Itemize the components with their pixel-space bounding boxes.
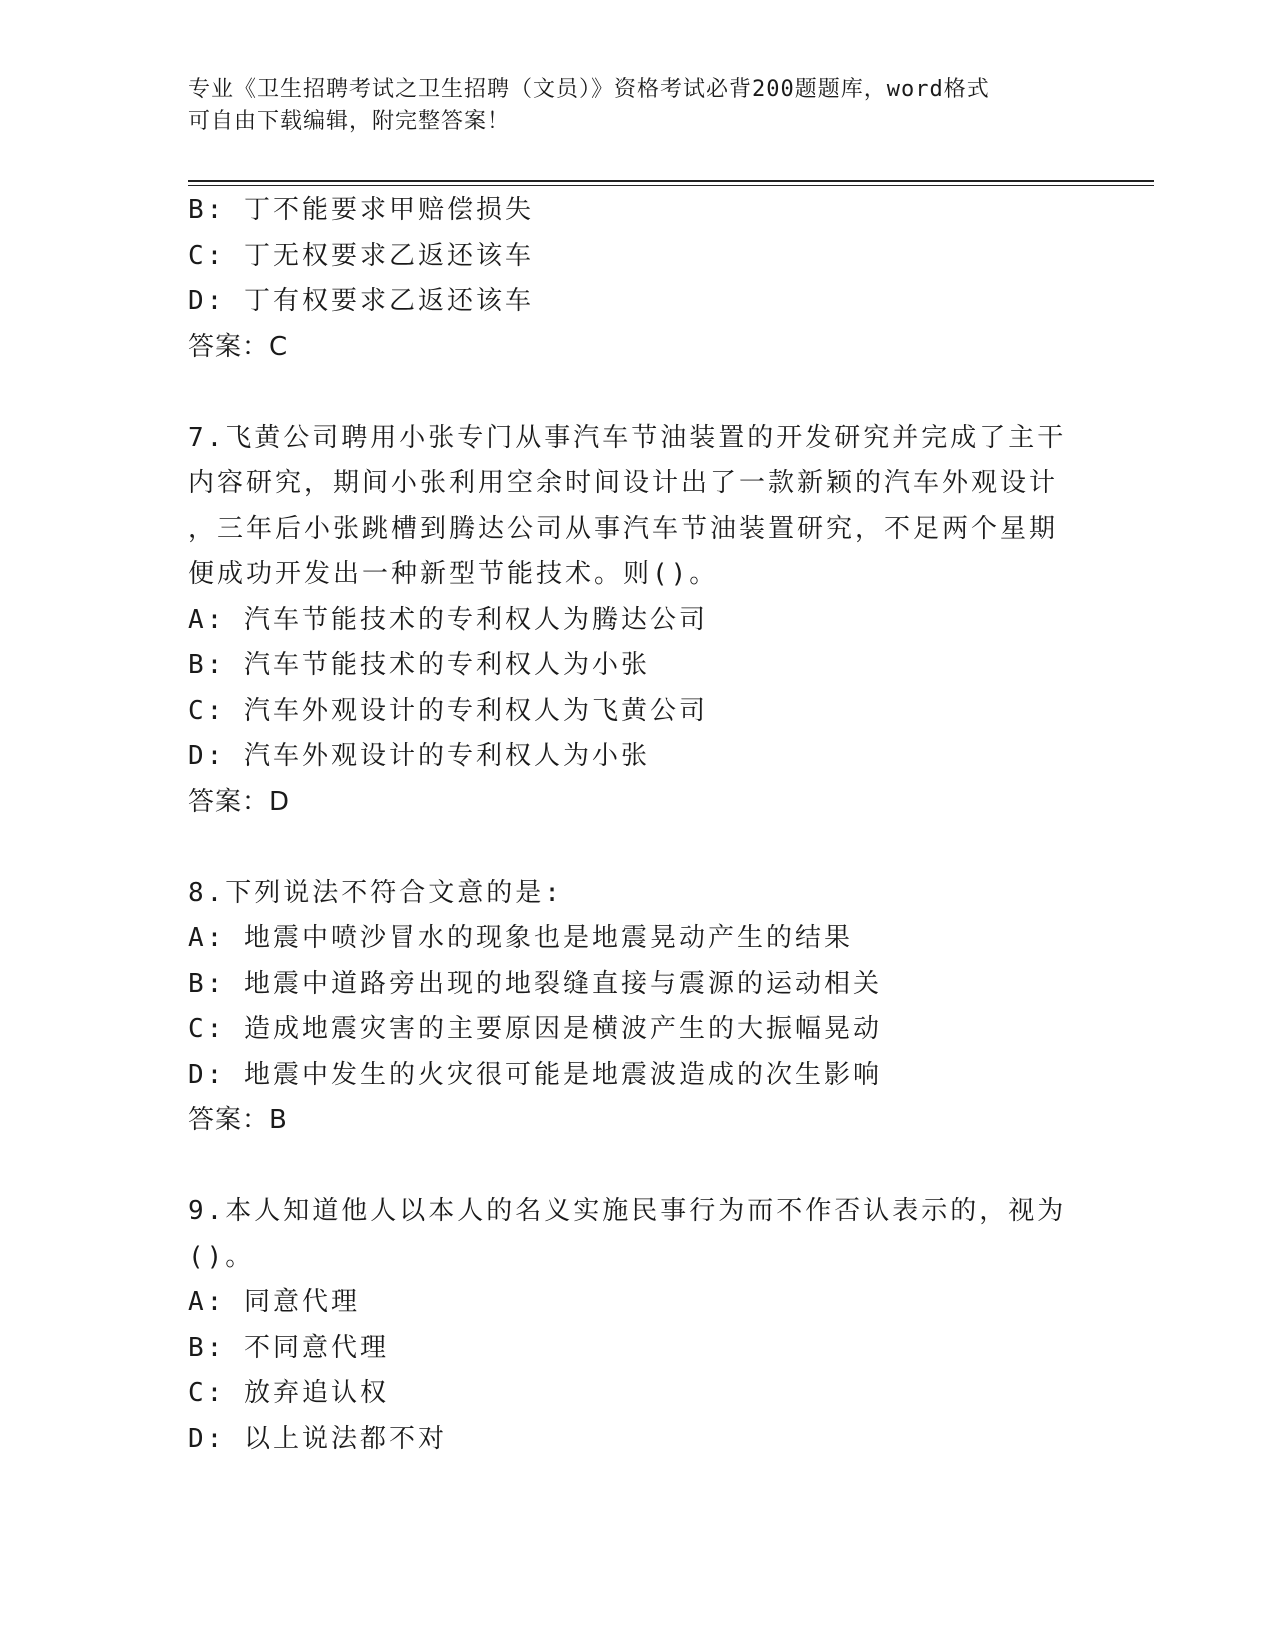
question-stem-line: 7.飞黄公司聘用小张专门从事汽车节油装置的开发研究并完成了主干	[188, 422, 1067, 453]
header-line-2: 可自由下载编辑，附完整答案！	[188, 109, 511, 134]
answer-line: 答案：B	[188, 1105, 288, 1135]
option-d: D: 丁有权要求乙返还该车	[188, 286, 534, 316]
answer-line: 答案：C	[188, 331, 289, 362]
option-b: B: 汽车节能技术的专利权人为小张	[188, 650, 650, 680]
document-header	[188, 74, 1068, 138]
option-c: C: 丁无权要求乙返还该车	[188, 240, 534, 271]
option-c: C: 造成地震灾害的主要原因是横波产生的大振幅晃动	[188, 1014, 882, 1044]
option-d: D: 地震中发生的火灾很可能是地震波造成的次生影响	[188, 1059, 882, 1090]
option-b: B: 地震中道路旁出现的地裂缝直接与震源的运动相关	[188, 968, 882, 999]
answer-line: 答案：D	[188, 786, 291, 817]
question-7-block	[188, 416, 1068, 826]
option-d: D: 汽车外观设计的专利权人为小张	[188, 741, 650, 771]
option-d: D: 以上说法都不对	[188, 1423, 447, 1454]
option-a: A: 地震中喷沙冒水的现象也是地震晃动产生的结果	[188, 923, 853, 953]
option-b: B: 不同意代理	[188, 1332, 389, 1363]
question-8-block	[188, 871, 1068, 1144]
question-9-block	[188, 1189, 1068, 1462]
question-stem-line: 9.本人知道他人以本人的名义实施民事行为而不作否认表示的，视为	[188, 1196, 1067, 1226]
option-a: A: 同意代理	[188, 1287, 360, 1317]
header-line-1: 专业《卫生招聘考试之卫生招聘（文员）》资格考试必背200题题库，word格式	[188, 77, 990, 102]
question-stem-line: 内容研究，期间小张利用空余时间设计出了一款新颖的汽车外观设计	[188, 468, 1059, 498]
question-stem-line: ()。	[188, 1241, 255, 1272]
previous-question-block	[188, 188, 1068, 370]
question-stem-line: 便成功开发出一种新型节能技术。则()。	[188, 559, 719, 589]
question-stem-line: ，三年后小张跳槽到腾达公司从事汽车节油装置研究，不足两个星期	[188, 513, 1059, 544]
option-b: B: 丁不能要求甲赔偿损失	[188, 195, 534, 225]
option-c: C: 放弃追认权	[188, 1378, 389, 1408]
option-c: C: 汽车外观设计的专利权人为飞黄公司	[188, 695, 708, 726]
question-stem-line: 8.下列说法不符合文意的是:	[188, 877, 563, 908]
header-divider-thin	[188, 185, 1154, 186]
option-a: A: 汽车节能技术的专利权人为腾达公司	[188, 604, 708, 635]
header-divider-thick	[188, 180, 1154, 182]
question-content	[188, 188, 1068, 1462]
